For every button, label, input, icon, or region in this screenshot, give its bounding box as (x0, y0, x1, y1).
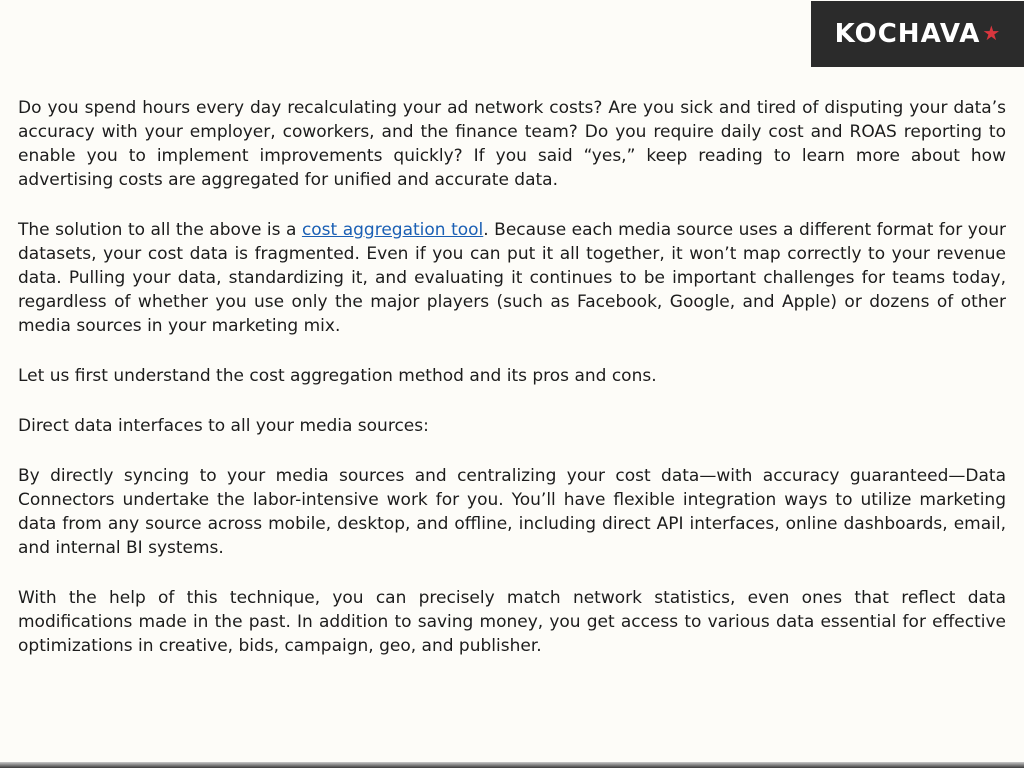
bottom-divider (0, 762, 1024, 768)
cost-aggregation-tool-link[interactable]: cost aggregation tool (301, 220, 484, 240)
section-heading-direct-interfaces: Direct data interfaces to all your media sources: (18, 416, 429, 436)
paragraph-solution-lead: The solution to all the above is a (18, 220, 302, 240)
paragraph-solution (18, 218, 1006, 338)
paragraph-method: Let us first understand the cost aggregation method and its pros and cons. (18, 366, 657, 386)
paragraph-data-connectors: By directly syncing to your media sources and centralizing your cost data—with accuracy guaranteed—Data Connectors undertake the labor-intensive work for you. You’ll have flexible integration ways to utilize marketing data from any source across mobile, desktop, and offline, including direct API interfaces, online dashboards, email, and internal BI systems. (18, 466, 1006, 558)
kochava-logo (811, 1, 1024, 67)
paragraph-solution-rest: . Because each media source uses a different format for your datasets, your cost data is fragmented. Even if you can put it all together, it won’t map correctly to your revenue data. Pulling your data, standardizing it, and evaluating it continues to be important challenges for teams today, regardless of whether you use only the major players (such as Facebook, Google, and Apple) or dozens of other media sources in your marketing mix. (18, 220, 1006, 336)
paragraph-technique: With the help of this technique, you can precisely match network statistics, even ones that reflect data modifications made in the past. In addition to saving money, you get access to various data essential for effective optimizations in creative, bids, campaign, geo, and publisher. (18, 588, 1006, 656)
article-body (18, 96, 1006, 684)
paragraph-intro: Do you spend hours every day recalculating your ad network costs? Are you sick and tired of disputing your data’s accuracy with your employer, coworkers, and the finance team? Do you require daily cost and ROAS reporting to enable you to implement improvements quickly? If you said “yes,” keep reading to learn more about how advertising costs are aggregated for unified and accurate data. (18, 98, 1006, 190)
star-icon: ★ (982, 21, 1001, 45)
logo-text: KOCHAVA (834, 19, 981, 49)
